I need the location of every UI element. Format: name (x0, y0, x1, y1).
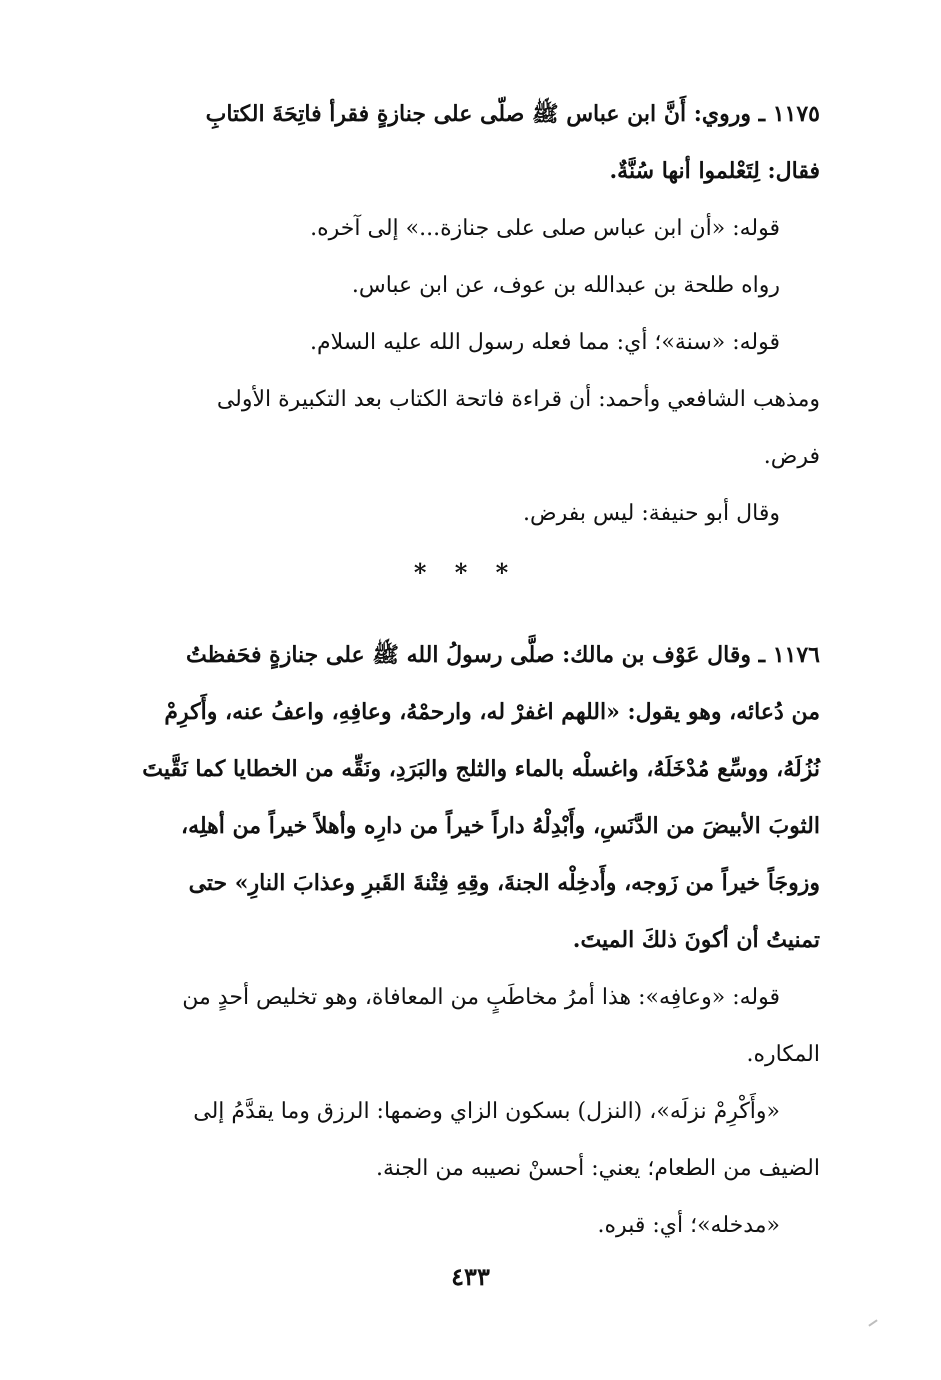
section-separator: * * * (413, 558, 519, 587)
page-number: ٤٣٣ (451, 1262, 490, 1291)
commentary-1175-2: رواه طلحة بن عبدالله بن عوف، عن ابن عباس. (351, 273, 780, 298)
entry-1176-line-4: الثوبَ الأبيضَ من الدَّنَسِ، وأَبْدِلْهُ داراً خيراً من دارِه وأهلاً خيراً من أهلِه، (181, 813, 820, 839)
entry-1176-line-1: ١١٧٦ ـ وقال عَوْف بن مالك: صلَّى رسولُ الله ﷺ على جنازةٍ فحَفظتُ (186, 642, 820, 668)
entry-1176-line-3: نُزُلَهُ، ووسِّع مُدْخَلَهُ، واغسلْه بالماء والثلج والبَرَدِ، ونَقِّه من الخطايا كما نَقَّيتَ (142, 756, 820, 782)
commentary-1176-3: «مدخله»؛ أي: قبره. (597, 1213, 780, 1238)
entry-1175-line-1: ١١٧٥ ـ وروي: أَنَّ ابن عباس ﷺ صلّى على جنازةٍ فقرأ فاتِحَةَ الكتابِ (205, 101, 820, 127)
entry-1176-line-2: من دُعائه، وهو يقول: «اللهم اغفرْ له، وارحمْهُ، وعافِهِ، واعفُ عنه، وأَكرِمْ (164, 699, 820, 725)
scan-mark (868, 1319, 877, 1326)
entry-1175-line-2: فقال: لِتَعْلموا أنها سُنَّةٌ. (609, 158, 820, 184)
entry-1176-line-6: تمنيتُ أن أكونَ ذلكَ الميتَ. (572, 927, 820, 953)
commentary-1175-5: وقال أبو حنيفة: ليس بفرض. (523, 501, 780, 526)
commentary-1176-2b: الضيف من الطعام؛ يعني: أحسنْ نصيبه من الجنة. (375, 1156, 820, 1181)
commentary-1175-1: قوله: «أن ابن عباس صلى على جنازة...» إلى آخره. (310, 216, 780, 241)
commentary-1176-2a: «وأَكْرِمْ نزلَه»، (النزل) بسكون الزاي وضمها: الرزق وما يقدَّمُ إلى (193, 1099, 780, 1124)
commentary-1176-1a: قوله: «وعافِه»: هذا أمرُ مخاطَبٍ من المعافاة، وهو تخليص أحدٍ من (182, 985, 780, 1010)
entry-1176-line-5: وزوجَاً خيراً من زَوجه، وأَدخِلْه الجنةَ، وقِهِ فِتْنةَ القَبرِ وعذابَ النارِ» حتى (188, 870, 820, 896)
commentary-1175-4b: فرض. (763, 444, 820, 469)
commentary-1175-4a: ومذهب الشافعي وأحمد: أن قراءة فاتحة الكتاب بعد التكبيرة الأولى (216, 387, 820, 412)
commentary-1176-1b: المكاره. (746, 1042, 820, 1067)
page-body (112, 86, 820, 1254)
commentary-1175-3: قوله: «سنة»؛ أي: مما فعله رسول الله عليه السلام. (309, 330, 780, 355)
